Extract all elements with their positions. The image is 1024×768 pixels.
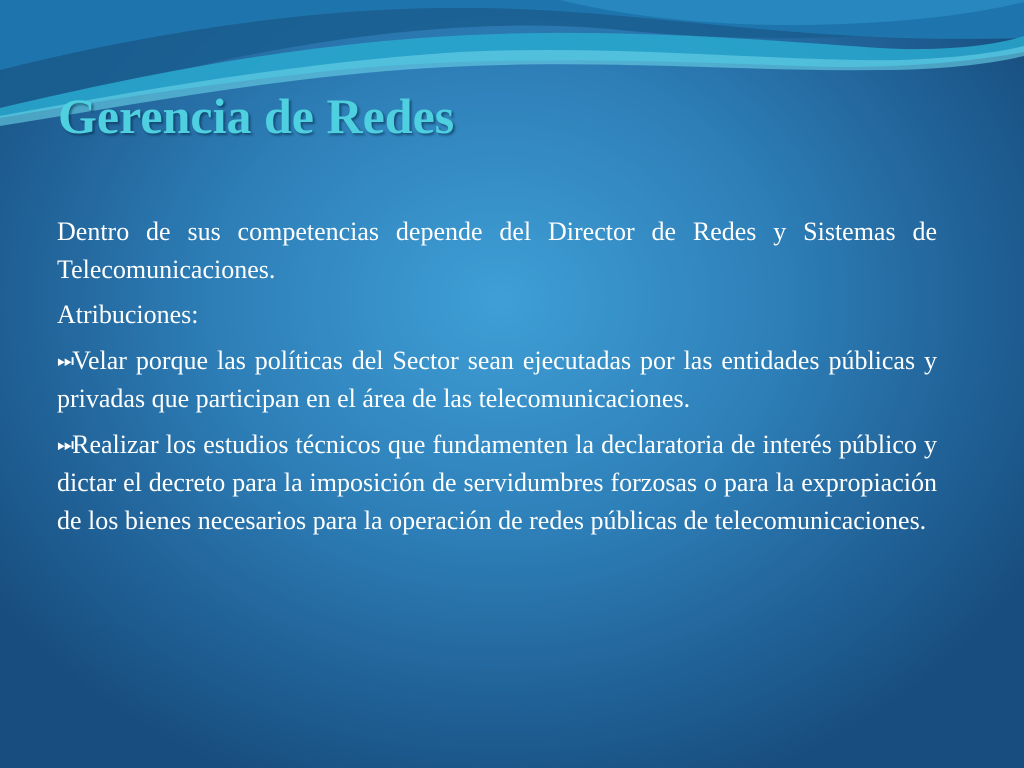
list-item-text: Velar porque las políticas del Sector sean ejecutadas por las entidades públicas y privadas que participan en el área de las telecomunicaciones. [57,345,937,413]
slide-body [57,213,937,547]
list-item-text: Realizar los estudios técnicos que fundamenten la declaratoria de interés público y dictar el decreto para la imposición de servidumbres forzosas o para la expropiación de los bienes necesarios para la operación de redes públicas de telecomunicaciones. [57,429,937,535]
attributions-heading [57,296,937,334]
list-item [57,426,937,540]
next-track-icon: ⏭ [57,349,73,372]
intro-paragraph [57,213,937,288]
list-item [57,342,937,418]
slide-title: Gerencia de Redes [58,88,455,144]
intro-text: Dentro de sus competencias depende del Director de Redes y Sistemas de Telecomunicaciones. [57,217,937,284]
next-track-icon: ⏭ [57,433,73,456]
attributions-heading-text: Atribuciones: [57,300,199,329]
